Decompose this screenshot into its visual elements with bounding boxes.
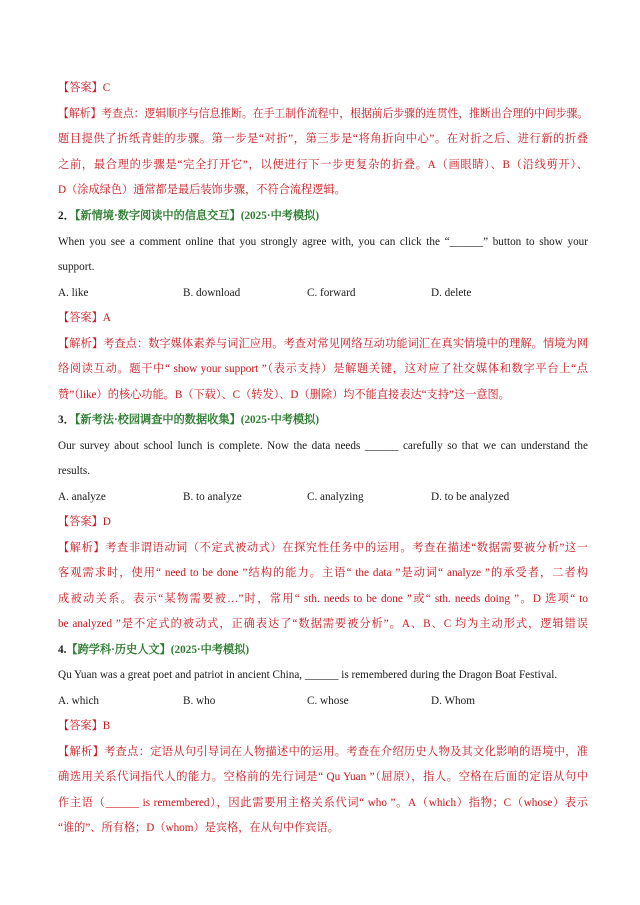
q3-analysis-line-2: 客观需求时，使用“ need to be done ”结构的能力。主语“ the data ”是动词“ analyze ”的承受者，二者构 xyxy=(58,567,588,579)
q4-analysis-line-4: “谁的”、所有格；D（whom）是宾格，在从句中作宾语。 xyxy=(58,822,339,834)
q1-analysis-line-4: D（涂成绿色）通常都是最后装饰步骤，不符合流程逻辑。 xyxy=(58,184,346,196)
q2-stem-line-1: When you see a comment online that you strongly agree with, you can click the “______” button to show your xyxy=(58,236,588,248)
q2-analysis-line-2: 络阅读互动。题干中“ show your support ”（表示支持）是解题关键，这对应了社交媒体和数字平台上“点 xyxy=(58,363,588,375)
q2-option-d: D. delete xyxy=(431,287,472,299)
q4-analysis-line-3: 作主语（______ is remembered），因此需要用主格关系代词“ who ”。A（which）指物；C（whose）表示 xyxy=(58,797,588,809)
q3-number: 3． xyxy=(58,414,75,426)
q2-option-b: B. download xyxy=(183,287,241,299)
q4-analysis-line-1: 【解析】考查点：定语从句引导词在人物描述中的运用。考查在介绍历史人物及其文化影响的语境中，准 xyxy=(58,746,588,758)
q2-tag: 【新情境·数字阅读中的信息交互】(2025·中考模拟) xyxy=(74,210,320,222)
q1-answer: 【答案】C xyxy=(58,82,111,94)
q2-option-c: C. forward xyxy=(307,287,356,299)
q3-stem-line-2: results. xyxy=(58,465,91,477)
q4-number: 4. xyxy=(58,644,67,656)
q3-analysis-line-1: 【解析】考查非谓语动词（不定式被动式）在探究性任务中的运用。考查在描述“数据需要被分析”这一 xyxy=(58,542,588,554)
q3-option-a: A. analyze xyxy=(58,491,106,503)
q4-header xyxy=(58,643,588,657)
q4-option-b: B. who xyxy=(183,695,216,707)
q3-tag: 【新考法·校园调查中的数据收集】(2025·中考模拟) xyxy=(74,414,320,426)
q2-header xyxy=(58,209,588,223)
q3-option-c: C. analyzing xyxy=(307,491,364,503)
q2-analysis-line-3: 赞”（like）的核心功能。B（下载）、C（转发）、D（删除）均不能直接表达“支持”这一意图。 xyxy=(58,389,510,401)
q2-analysis-line-1: 【解析】考查点：数字媒体素养与词汇应用。考查对常见网络互动功能词汇在真实情境中的理解。情境为网 xyxy=(58,338,588,350)
q2-number: 2． xyxy=(58,210,75,222)
q4-tag: 【跨学科·历史人文】(2025·中考模拟) xyxy=(66,644,250,656)
q3-analysis-line-3: 成被动关系。表示“某物需要被…”时，常用“ sth. needs to be done ”或“ sth. needs doing ”。D 选项“ to xyxy=(58,593,588,605)
q3-answer: 【答案】D xyxy=(58,516,111,528)
q4-stem-line-1: Qu Yuan was a great poet and patriot in ancient China, ______ is remembered during the Dragon Boat Festival. xyxy=(58,669,558,681)
q2-option-a: A. like xyxy=(58,287,89,299)
q1-analysis-line-1: 【解析】考查点：逻辑顺序与信息推断。在手工制作流程中，根据前后步骤的连贯性，推断出合理的中间步骤。 xyxy=(58,108,589,120)
q3-stem-line-1: Our survey about school lunch is complete. Now the data needs ______ carefully so that we can understand the xyxy=(58,440,588,452)
q1-analysis-line-2: 题目提供了折纸青蛙的步骤。第一步是“对折”，第三步是“将角折向中心”。在对折之后、进行新的折叠 xyxy=(58,133,588,145)
q2-answer: 【答案】A xyxy=(58,312,111,324)
q4-option-c: C. whose xyxy=(307,695,349,707)
q4-option-d: D. Whom xyxy=(431,695,475,707)
q3-analysis-line-4: be analyzed ”是不定式的被动式，正确表达了“数据需要被分析”。A、B、C 均为主动形式，逻辑错误 xyxy=(58,618,588,630)
q2-stem-line-2: support. xyxy=(58,261,95,273)
q3-header xyxy=(58,413,588,427)
q3-option-d: D. to be analyzed xyxy=(431,491,510,503)
q4-answer: 【答案】B xyxy=(58,720,111,732)
q1-analysis-line-3: 之前，最合理的步骤是“完全打开它”，以便进行下一步更复杂的折叠。A（画眼睛）、B（沿线剪开）、 xyxy=(58,159,588,171)
q4-option-a: A. which xyxy=(58,695,100,707)
q4-analysis-line-2: 确选用关系代词指代人的能力。空格前的先行词是“ Qu Yuan ”（屈原），指人。空格在后面的定语从句中 xyxy=(58,771,588,783)
q3-option-b: B. to analyze xyxy=(183,491,242,503)
